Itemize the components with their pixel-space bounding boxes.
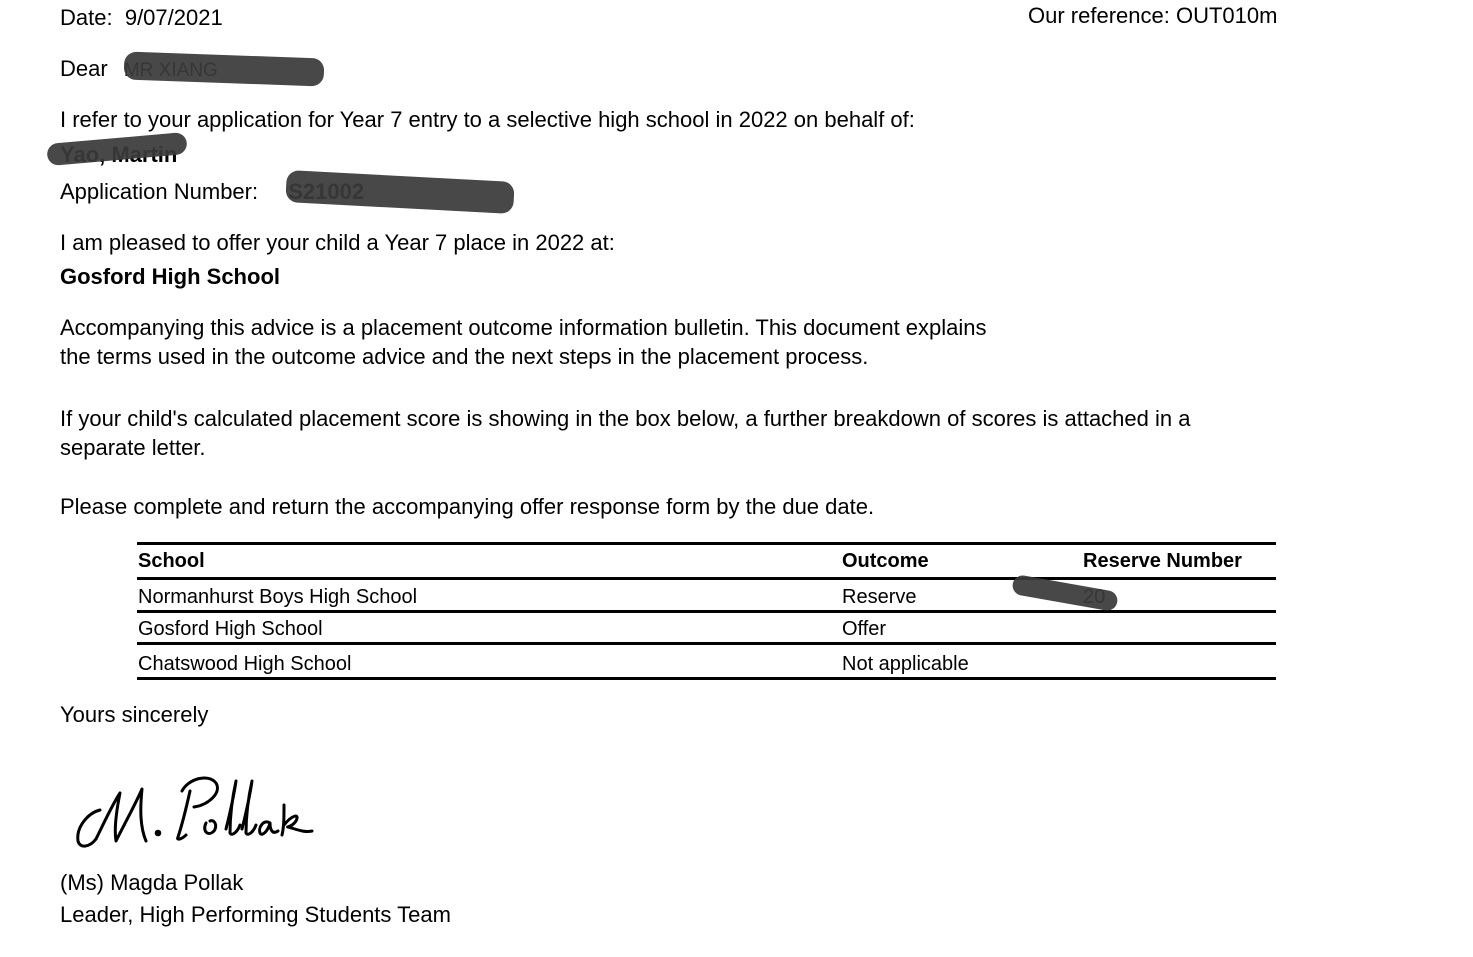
header-reserve-number: Reserve Number: [1083, 549, 1242, 572]
header-school: School: [138, 549, 205, 572]
date-value: 9/07/2021: [124, 5, 223, 30]
signature-graphic: [70, 765, 330, 855]
response-instruction: Please complete and return the accompanying offer response form by the due date.: [60, 494, 875, 519]
reserve-number-cell: [1082, 644, 1276, 679]
signatory-title: Leader, High Performing Students Team: [60, 902, 451, 927]
table-row: [137, 644, 1276, 679]
school-cell: Chatswood High School: [138, 653, 352, 675]
score-paragraph-line: separate letter.: [60, 435, 206, 460]
school-cell: Normanhurst Boys High School: [138, 586, 418, 608]
reserve-number-cell: [1082, 612, 1276, 644]
signatory-name: (Ms) Magda Pollak: [60, 870, 244, 895]
date-label: Date:: [60, 5, 113, 30]
outcome-table: [137, 542, 1276, 680]
closing: Yours sincerely: [60, 702, 209, 727]
outcome-cell: Offer: [842, 618, 887, 640]
score-paragraph: [60, 404, 1190, 462]
school-cell: Gosford High School: [138, 618, 323, 640]
offered-school: Gosford High School: [60, 264, 280, 289]
intro-text: I refer to your application for Year 7 entry to a selective high school in 2022 on behalf of:: [60, 107, 915, 132]
info-paragraph: [60, 313, 987, 371]
our-reference: Our reference: OUT010m: [1028, 3, 1278, 28]
outcome-cell: Not applicable: [842, 653, 969, 675]
info-paragraph-line: the terms used in the outcome advice and the next steps in the placement process.: [60, 344, 869, 369]
table-header-row: [137, 544, 1276, 579]
info-paragraph-line: Accompanying this advice is a placement outcome information bulletin. This document explains: [60, 315, 987, 340]
header-outcome: Outcome: [842, 549, 929, 572]
redaction-mark: [285, 170, 514, 214]
dear-label: Dear: [60, 56, 108, 81]
application-label: Application Number:: [60, 179, 259, 204]
date-line: [60, 5, 223, 31]
table-row: [137, 612, 1276, 644]
score-paragraph-line: If your child's calculated placement score is showing in the box below, a further breakdown of scores is attached in a: [60, 406, 1191, 431]
outcome-cell: Reserve: [842, 586, 917, 608]
offer-line: I am pleased to offer your child a Year 7 place in 2022 at:: [60, 230, 615, 255]
signature: [70, 765, 330, 861]
